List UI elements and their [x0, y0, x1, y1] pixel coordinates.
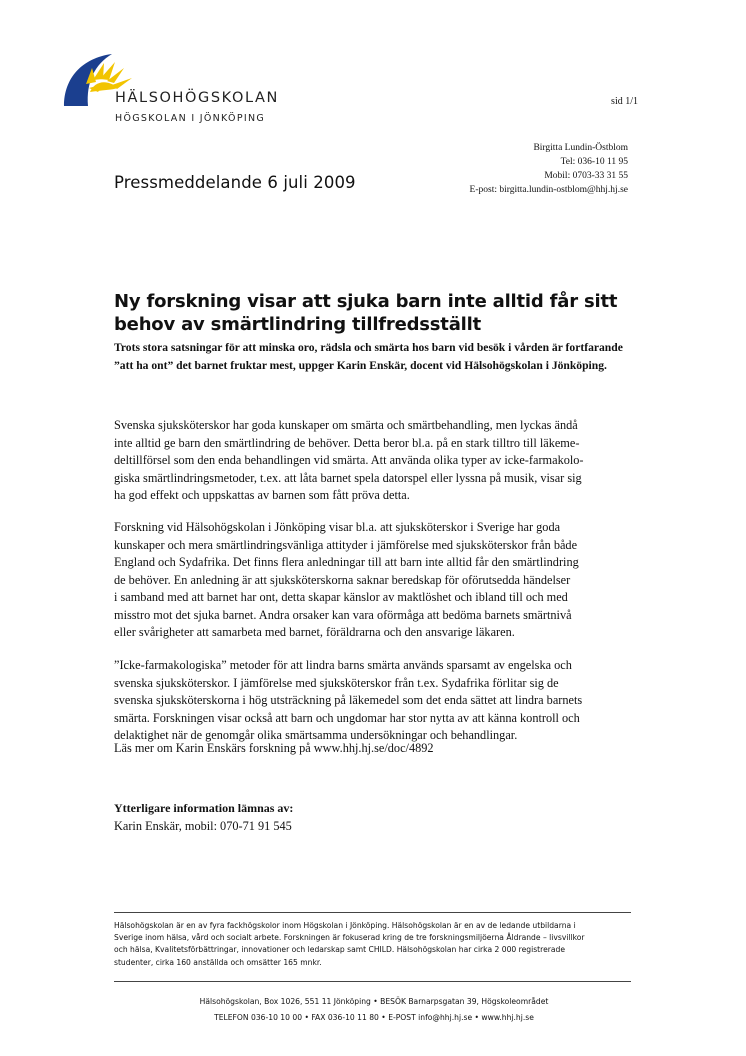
contact-block: [380, 141, 628, 197]
headline: Ny forskning visar att sjuka barn inte alltid får sitt behov av smärtlindring tillfredsställt: [114, 291, 618, 335]
more-info-link-text: Läs mer om Karin Enskärs forskning på www.hhj.hj.se/doc/4892: [114, 741, 434, 755]
body-paragraph-2: [114, 519, 640, 642]
footer-line: och hälsa, Kvalitetsförbättringar, innovationer och ledarskap samt CHILD. Hälsohögskolan har cirka 2 000 registrerade: [114, 945, 566, 955]
contact-email: E-post: birgitta.lundin-ostblom@hhj.hj.se: [469, 185, 628, 195]
paragraph-line: Forskning vid Hälsohögskolan i Jönköping visar bl.a. att sjuksköterskor i Sverige har goda: [114, 520, 561, 534]
body-paragraph-3: [114, 657, 640, 745]
footer-line: Hälsohögskolan är en av fyra fackhögskolor inom Högskolan i Jönköping. Hälsohögskolan är en av de ledande utbildarna i: [114, 921, 576, 930]
paragraph-line: svenska sjuksköterskor. I jämförelse med sjuksköterskor från t.ex. Sydafrika förlitar sig de: [114, 675, 559, 690]
lead-paragraph: Trots stora satsningar för att minska oro, rädsla och smärta hos barn vid besök i vården är fortfarande ”att ha ont” det barnet fruktar mest, uppger Karin Enskär, docent vid Hälsohögskolan i Jönköping.: [114, 341, 623, 372]
body-paragraph-1: [114, 417, 640, 505]
footer-address: [114, 994, 634, 1026]
contact-person: Karin Enskär, mobil: 070-71 91 545: [114, 819, 292, 833]
paragraph-line: England och Sydafrika. Det finns flera anledningar till att barn inte alltid får den smärtlindring: [114, 555, 579, 569]
paragraph-line: de behöver. En anledning är att sjuksköterskorna saknar beredskap för oförutsedda händelser: [114, 572, 571, 587]
footer-address-line-1: Hälsohögskolan, Box 1026, 551 11 Jönköping • BESÖK Barnarpsgatan 39, Högskoleområdet: [199, 997, 549, 1006]
page-number: sid 1/1: [611, 96, 638, 107]
paragraph-line: misstro mot det sjuka barnet. Andra orsaker kan vara oförmåga att bedöma barnets smärtnivå: [114, 607, 572, 622]
footer-address-line-2: TELEFON 036-10 10 00 • FAX 036-10 11 80 • E-POST info@hhj.hj.se • www.hhj.hj.se: [214, 1013, 534, 1022]
contact-name: Birgitta Lundin-Östblom: [533, 143, 628, 153]
footer-divider-bottom: [114, 981, 631, 982]
contact-mobile: Mobil: 0703-33 31 55: [544, 171, 628, 181]
press-release-title: Pressmeddelande 6 juli 2009: [114, 173, 356, 192]
org-subtitle: HÖGSKOLAN I JÖNKÖPING: [115, 113, 266, 124]
footer-description: [114, 920, 634, 969]
paragraph-line: kunskaper och mera smärtlindringsvänliga attityder i jämförelse med sjuksköterskor från både: [114, 537, 578, 552]
paragraph-line: smärta. Forskningen visar också att barn och ungdomar har stor nytta av att känna kontroll och: [114, 710, 580, 725]
paragraph-line: eller svårigheter att samarbeta med barnet, föräldrarna och den ansvarige läkaren.: [114, 625, 515, 639]
footer-line: Sverige inom hälsa, vård och socialt arbete. Forskningen är fokuserad kring de tre forskningsmiljöerna Åldrande – livsvillkor: [114, 933, 585, 943]
org-name: HÄLSOHÖGSKOLAN: [115, 90, 279, 106]
paragraph-line: deltillförsel som den enda behandlingen vid smärta. Att använda olika typer av icke-farmakolo-: [114, 453, 584, 467]
paragraph-line: ha god effekt och uppskattas av barnen som fått pröva detta.: [114, 488, 410, 502]
contact-phone: Tel: 036-10 11 95: [560, 157, 628, 167]
paragraph-line: Svenska sjuksköterskor har goda kunskaper om smärta och smärtbehandling, men lyckas ändå: [114, 418, 578, 432]
footer-line: studenter, cirka 160 anställda och omsätter 165 mnkr.: [114, 957, 322, 967]
paragraph-line: svenska sjuksköterskorna i hög utsträckning på läkemedel som det enda sättet att lindra barnets: [114, 693, 583, 707]
paragraph-line: i samband med att barnet har ont, detta skapar känslor av maktlöshet och ibland till och med: [114, 590, 568, 604]
paragraph-line: inte alltid ge barn den smärtlindring de behöver. Detta beror bl.a. på en stark tilltro till läkeme-: [114, 435, 580, 450]
contact-heading: Ytterligare information lämnas av:: [114, 801, 294, 815]
paragraph-line: ”Icke-farmakologiska” metoder för att lindra barns smärta används sparsamt av engelska och: [114, 658, 572, 672]
paragraph-line: delaktighet när de genomgår olika smärtsamma undersökningar och behandlingar.: [114, 728, 518, 742]
footer-divider-top: [114, 912, 631, 913]
paragraph-line: giska smärtlindringsmetoder, t.ex. att låta barnet spela datorspel eller lyssna på musik, visar sig: [114, 470, 582, 485]
